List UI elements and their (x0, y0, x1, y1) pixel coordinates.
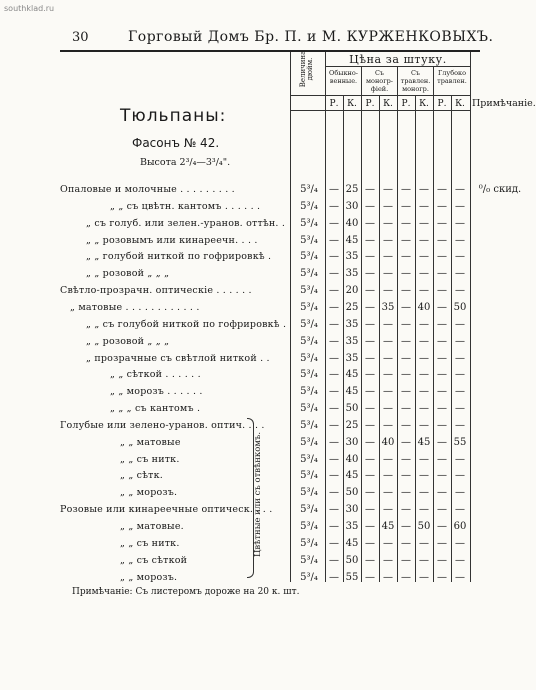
rub-dash: — (365, 318, 375, 330)
rub-dash: — (437, 436, 447, 448)
rub-header: Р. (329, 99, 339, 109)
deep-price-cell: — (455, 554, 465, 566)
engraved-price-cell: — (419, 554, 429, 566)
engraved-price-cell: — (419, 386, 429, 398)
table-row (0, 419, 529, 436)
monogram-price-cell: — (383, 251, 393, 263)
rub-dash: — (329, 352, 339, 364)
row-label: „ „ съ цвѣтн. кантомъ . . . . . . (110, 200, 261, 212)
rub-dash: — (329, 251, 339, 263)
rub-dash: — (437, 285, 447, 297)
ordinary-price-cell: 35 (345, 318, 359, 330)
ordinary-price-cell: 30 (345, 436, 359, 448)
rub-dash: — (401, 318, 411, 330)
watermark: southklad.ru (4, 4, 55, 13)
deep-price-cell: — (455, 453, 465, 465)
size-cell: 5³/₄ (300, 217, 318, 229)
rub-dash: — (401, 184, 411, 195)
kop-header: К. (383, 99, 393, 109)
row-label: „ „ съ нитк. (120, 453, 180, 465)
deep-price-cell: — (455, 352, 465, 364)
rub-dash: — (365, 403, 375, 415)
ordinary-price-cell: 30 (345, 504, 359, 516)
rub-dash: — (437, 234, 447, 246)
row-label: „ „ морозъ. (120, 487, 178, 499)
table-row (0, 402, 529, 419)
rub-dash: — (329, 436, 339, 448)
rub-dash: — (437, 301, 447, 313)
deep-price-cell: — (455, 217, 465, 229)
rub-dash: — (401, 521, 411, 532)
rub-dash: — (437, 487, 447, 499)
monogram-price-cell: — (383, 504, 393, 516)
rub-dash: — (401, 470, 411, 482)
size-cell: 5³/₄ (300, 436, 318, 448)
rub-dash: — (401, 504, 411, 516)
table-row (0, 234, 529, 251)
row-label: „ матовые . . . . . . . . . . . . (70, 301, 200, 313)
table-row (0, 571, 529, 588)
monogram-price-cell: 45 (381, 521, 395, 532)
size-cell: 5³/₄ (300, 234, 318, 246)
note-cell: ⁰/₀ скид. (478, 184, 522, 195)
row-label: „ „ морозъ. (120, 571, 178, 583)
engraved-price-cell: — (419, 470, 429, 482)
deep-price-cell: — (455, 537, 465, 549)
monogram-price-cell: — (383, 386, 393, 398)
rub-dash: — (401, 301, 411, 313)
rub-dash: — (437, 504, 447, 516)
rub-dash: — (401, 234, 411, 246)
rub-dash: — (437, 268, 447, 280)
ordinary-price-cell: 35 (345, 268, 359, 280)
deep-price-cell: — (455, 386, 465, 398)
table-row (0, 385, 529, 402)
qty-header: Величина дюйм. (299, 50, 314, 88)
rub-dash: — (365, 571, 375, 583)
ordinary-price-cell: 35 (345, 251, 359, 263)
engraved-price-cell: 40 (417, 301, 431, 313)
row-label: „ „ матовые (120, 436, 181, 448)
monogram-price-cell: — (383, 217, 393, 229)
deep-price-cell: — (455, 369, 465, 381)
table-row (0, 200, 529, 217)
section-title: Тюльпаны: (120, 106, 227, 126)
rub-dash: — (329, 301, 339, 313)
row-label: „ „ сѣткой . . . . . . (110, 369, 201, 381)
rub-dash: — (329, 453, 339, 465)
engraved-price-cell: — (419, 571, 429, 583)
price-header: Цѣна за штуку. (349, 53, 447, 66)
engraved-price-cell: — (419, 453, 429, 465)
rub-dash: — (437, 403, 447, 415)
rub-dash: — (365, 453, 375, 465)
table-row (0, 267, 529, 284)
row-label: „ „ розовымъ или кинареечн. . . . (86, 234, 258, 246)
ordinary-price-cell: 35 (345, 352, 359, 364)
engraved-price-cell: — (419, 285, 429, 297)
monogram-price-cell: — (383, 487, 393, 499)
monogram-price-cell: — (383, 470, 393, 482)
row-label: „ „ сѣтк. (120, 470, 163, 482)
size-cell: 5³/₄ (300, 352, 318, 364)
rub-dash: — (401, 251, 411, 263)
rub-header: Р. (365, 99, 375, 109)
ordinary-price-cell: 30 (345, 200, 359, 212)
engraved-price-cell: — (419, 217, 429, 229)
monogram-header: Съ моногр-фіей. (366, 69, 393, 93)
rub-dash: — (365, 352, 375, 364)
engraved-price-cell: — (419, 504, 429, 516)
size-cell: 5³/₄ (300, 386, 318, 398)
ordinary-price-cell: 25 (345, 184, 359, 195)
deep-price-cell: — (455, 504, 465, 516)
footnote: Примѣчаніе: Съ листеромъ дороже на 20 к. шт. (72, 587, 300, 597)
rub-dash: — (329, 487, 339, 499)
table-row (0, 250, 529, 267)
deep-price-cell: 50 (453, 301, 467, 313)
rub-dash: — (365, 487, 375, 499)
monogram-price-cell: — (383, 369, 393, 381)
row-label: „ съ голуб. или зелен.-уранов. оттѣн. . (86, 217, 286, 229)
row-label: Свѣтло-прозрачн. оптическіе . . . . . . (60, 285, 252, 297)
rub-dash: — (365, 217, 375, 229)
monogram-price-cell: — (383, 318, 393, 330)
monogram-price-cell: — (383, 234, 393, 246)
engraved-price-cell: — (419, 419, 429, 431)
rub-dash: — (401, 419, 411, 431)
header-rule-3 (290, 110, 470, 111)
rub-dash: — (365, 537, 375, 549)
rub-dash: — (365, 184, 375, 195)
deep-header: Глубоко травлен. (437, 69, 467, 85)
row-label: „ „ съ голубой ниткой по гофрировкѣ . (86, 318, 287, 330)
size-cell: 5³/₄ (300, 419, 318, 431)
ordinary-price-cell: 45 (345, 470, 359, 482)
rub-dash: — (401, 436, 411, 448)
ordinary-price-cell: 55 (345, 571, 359, 583)
ordinary-price-cell: 45 (345, 537, 359, 549)
rub-dash: — (365, 554, 375, 566)
deep-price-cell: — (455, 184, 465, 195)
row-label: Опаловые и молочные . . . . . . . . . (60, 184, 235, 195)
rub-dash: — (365, 285, 375, 297)
ordinary-price-cell: 35 (345, 521, 359, 532)
row-label: „ „ розовой „ „ „ (86, 335, 170, 347)
size-cell: 5³/₄ (300, 369, 318, 381)
height-label: Высота 2³/₄—3³/₄". (140, 157, 231, 168)
rub-dash: — (365, 234, 375, 246)
rub-dash: — (329, 285, 339, 297)
monogram-price-cell: — (383, 554, 393, 566)
table-row (0, 318, 529, 335)
rub-dash: — (401, 217, 411, 229)
engraved-price-cell: — (419, 268, 429, 280)
rub-dash: — (365, 504, 375, 516)
row-label: „ „ „ съ кантомъ . (110, 403, 201, 415)
rub-dash: — (437, 217, 447, 229)
rub-dash: — (329, 386, 339, 398)
ordinary-price-cell: 45 (345, 386, 359, 398)
deep-price-cell: — (455, 487, 465, 499)
engraved-price-cell: — (419, 369, 429, 381)
row-label: „ „ морозъ . . . . . . (110, 386, 203, 398)
rub-dash: — (365, 386, 375, 398)
deep-price-cell: — (455, 251, 465, 263)
rub-dash: — (401, 554, 411, 566)
rub-dash: — (437, 200, 447, 212)
row-label: „ „ съ сѣткой (120, 554, 188, 566)
rub-header: Р. (437, 99, 447, 109)
rub-dash: — (329, 234, 339, 246)
rub-dash: — (401, 352, 411, 364)
engraved-price-cell: — (419, 234, 429, 246)
ordinary-price-cell: 20 (345, 285, 359, 297)
monogram-price-cell: — (383, 352, 393, 364)
ordinary-price-cell: 40 (345, 453, 359, 465)
engraved-price-cell: — (419, 200, 429, 212)
rub-dash: — (329, 318, 339, 330)
ordinary-price-cell: 45 (345, 234, 359, 246)
size-cell: 5³/₄ (300, 487, 318, 499)
monogram-price-cell: 40 (381, 436, 395, 448)
ordinary-price-cell: 50 (345, 487, 359, 499)
deep-price-cell: — (455, 318, 465, 330)
rub-dash: — (329, 184, 339, 195)
engraved-price-cell: — (419, 403, 429, 415)
ordinary-price-cell: 25 (345, 301, 359, 313)
size-cell: 5³/₄ (300, 335, 318, 347)
table-row (0, 335, 529, 352)
rub-dash: — (329, 369, 339, 381)
rub-dash: — (365, 369, 375, 381)
rub-dash: — (365, 335, 375, 347)
rub-dash: — (437, 369, 447, 381)
deep-price-cell: — (455, 200, 465, 212)
kop-header: К. (455, 99, 465, 109)
table-row (0, 301, 529, 318)
engraved-price-cell: — (419, 487, 429, 499)
deep-price-cell: — (455, 335, 465, 347)
rub-dash: — (329, 504, 339, 516)
rub-dash: — (401, 369, 411, 381)
size-cell: 5³/₄ (300, 318, 318, 330)
engraved-price-cell: 45 (417, 436, 431, 448)
rub-dash: — (401, 403, 411, 415)
ordinary-price-cell: 40 (345, 217, 359, 229)
row-label: Розовые или кинареечные оптическ. . . . (60, 504, 273, 516)
engraved-price-cell: — (419, 318, 429, 330)
rub-dash: — (437, 453, 447, 465)
size-cell: 5³/₄ (300, 268, 318, 280)
monogram-price-cell: — (383, 453, 393, 465)
deep-price-cell: — (455, 285, 465, 297)
deep-price-cell: — (455, 419, 465, 431)
monogram-price-cell: — (383, 285, 393, 297)
header-rule-2 (290, 95, 470, 96)
rub-dash: — (365, 301, 375, 313)
rub-dash: — (329, 217, 339, 229)
monogram-price-cell: — (383, 184, 393, 195)
row-label: „ прозрачные съ свѣтлой ниткой . . (86, 352, 270, 364)
rub-dash: — (329, 335, 339, 347)
size-cell: 5³/₄ (300, 453, 318, 465)
engraved-price-cell: — (419, 352, 429, 364)
rub-dash: — (401, 335, 411, 347)
size-cell: 5³/₄ (300, 403, 318, 415)
rub-dash: — (365, 268, 375, 280)
style-title: Фасонъ № 42. (132, 136, 220, 150)
size-cell: 5³/₄ (300, 571, 318, 583)
table-row (0, 217, 529, 234)
rub-dash: — (437, 419, 447, 431)
table-row (0, 352, 529, 369)
rub-dash: — (401, 571, 411, 583)
monogram-price-cell: — (383, 571, 393, 583)
rub-dash: — (329, 403, 339, 415)
size-cell: 5³/₄ (300, 184, 318, 195)
rub-dash: — (329, 268, 339, 280)
monogram-price-cell: — (383, 200, 393, 212)
rub-dash: — (329, 571, 339, 583)
size-cell: 5³/₄ (300, 251, 318, 263)
monogram-price-cell: — (383, 335, 393, 347)
rub-dash: — (401, 285, 411, 297)
running-head: Горговый Домъ Бр. П. и М. КУРЖЕНКОВЫХЪ. (128, 29, 494, 45)
rub-dash: — (329, 537, 339, 549)
rub-dash: — (437, 318, 447, 330)
ordinary-price-cell: 25 (345, 419, 359, 431)
rub-dash: — (365, 436, 375, 448)
monogram-price-cell: — (383, 537, 393, 549)
row-label: „ „ голубой ниткой по гофрировкѣ . (86, 251, 272, 263)
brace-label: Цвѣтные или съ отвѣнкомъ. (253, 431, 263, 557)
rub-dash: — (401, 453, 411, 465)
deep-price-cell: — (455, 403, 465, 415)
rub-dash: — (401, 537, 411, 549)
size-cell: 5³/₄ (300, 285, 318, 297)
table-row (0, 183, 529, 200)
page-number: 30 (72, 30, 89, 45)
rub-dash: — (401, 487, 411, 499)
table-row (0, 284, 529, 301)
rub-dash: — (329, 470, 339, 482)
rub-dash: — (437, 571, 447, 583)
deep-price-cell: — (455, 571, 465, 583)
rub-dash: — (365, 419, 375, 431)
size-cell: 5³/₄ (300, 537, 318, 549)
engraved-price-cell: — (419, 335, 429, 347)
rub-dash: — (437, 251, 447, 263)
size-cell: 5³/₄ (300, 470, 318, 482)
size-cell: 5³/₄ (300, 521, 318, 532)
monogram-price-cell: 35 (381, 301, 395, 313)
size-cell: 5³/₄ (300, 554, 318, 566)
rub-dash: — (401, 268, 411, 280)
rub-dash: — (365, 470, 375, 482)
rub-dash: — (401, 200, 411, 212)
ordinary-price-cell: 50 (345, 403, 359, 415)
monogram-price-cell: — (383, 403, 393, 415)
rub-dash: — (437, 521, 447, 532)
rub-dash: — (365, 251, 375, 263)
deep-price-cell: 55 (453, 436, 467, 448)
deep-price-cell: — (455, 268, 465, 280)
rub-dash: — (437, 554, 447, 566)
ordinary-header: Обыкно-венные. (329, 69, 358, 85)
size-cell: 5³/₄ (300, 301, 318, 313)
size-cell: 5³/₄ (300, 200, 318, 212)
engraved-price-cell: — (419, 184, 429, 195)
rub-dash: — (437, 184, 447, 195)
ordinary-price-cell: 50 (345, 554, 359, 566)
kop-header: К. (347, 99, 357, 109)
rub-dash: — (365, 200, 375, 212)
engraved-header: Съ травлен. моногр. (400, 69, 431, 93)
top-rule (60, 50, 480, 52)
rub-dash: — (437, 335, 447, 347)
deep-price-cell: 60 (453, 521, 467, 532)
engraved-price-cell: — (419, 537, 429, 549)
rub-dash: — (437, 386, 447, 398)
table-row (0, 368, 529, 385)
row-label: „ „ розовой „ „ „ (86, 268, 170, 280)
rub-dash: — (365, 521, 375, 532)
rub-dash: — (401, 386, 411, 398)
ordinary-price-cell: 35 (345, 335, 359, 347)
row-label: Голубые или зелено-уранов. оптич. . . . (60, 419, 265, 431)
monogram-price-cell: — (383, 268, 393, 280)
rub-dash: — (329, 554, 339, 566)
monogram-price-cell: — (383, 419, 393, 431)
rub-dash: — (329, 521, 339, 532)
note-header: Примѣчаніе. (472, 98, 536, 109)
rub-dash: — (437, 537, 447, 549)
engraved-price-cell: — (419, 251, 429, 263)
rub-dash: — (329, 419, 339, 431)
kop-header: К. (419, 99, 429, 109)
rub-dash: — (437, 470, 447, 482)
row-label: „ „ матовые. (120, 521, 184, 532)
rub-dash: — (437, 352, 447, 364)
row-label: „ „ съ нитк. (120, 537, 180, 549)
engraved-price-cell: 50 (417, 521, 431, 532)
deep-price-cell: — (455, 470, 465, 482)
ordinary-price-cell: 45 (345, 369, 359, 381)
rub-header: Р. (401, 99, 411, 109)
rub-dash: — (329, 200, 339, 212)
size-cell: 5³/₄ (300, 504, 318, 516)
deep-price-cell: — (455, 234, 465, 246)
